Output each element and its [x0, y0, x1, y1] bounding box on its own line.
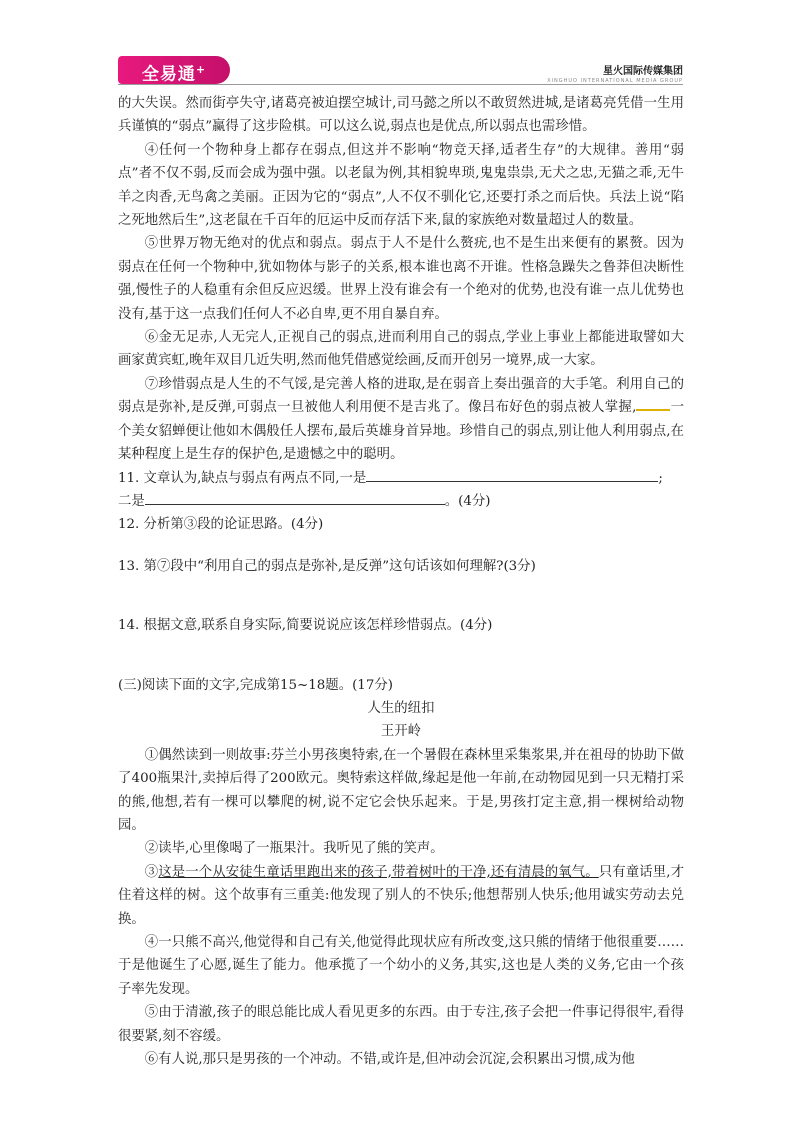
passage3-paragraph-3 [118, 861, 684, 931]
question-13: 13. 第⑦段中“利用自己的弱点是弥补,是反弹”这句话该如何理解?(3分) [118, 558, 536, 574]
publisher-name: 星火国际传媒集团 [603, 66, 683, 77]
question-11-cont [118, 490, 684, 513]
q11-answer-blank-1[interactable] [366, 467, 658, 482]
passage3-paragraph-5: ⑤由于清澈,孩子的眼总能比成人看见更多的东西。由于专注,孩子会把一件事记得很牢,看得很要紧,刻不容缓。 [118, 1005, 684, 1044]
passage2-continued: 的大失误。然而街亭失守,诸葛亮被迫摆空城计,司马懿之所以不敢贸然进城,是诸葛亮凭借一生用兵谨慎的“弱点”赢得了这步险棋。可以这么说,弱点也是优点,所以弱点也需珍惜。 [118, 96, 684, 135]
publisher-name-en: XINGHUO INTERNATIONAL MEDIA GROUP [547, 78, 683, 84]
question-12: 12. 分析第③段的论证思路。(4分) [118, 517, 324, 533]
q11-semicolon: ; [658, 470, 663, 486]
answer-space-12[interactable] [118, 537, 684, 555]
passage3-paragraph-4: ④一只熊不高兴,他觉得和自己有关,他觉得此现状应有所改变,这只熊的情绪于他很重要……于是他诞生了心愿,诞生了能力。他承揽了一个幼小的义务,其实,这也是人类的义务,它由一个孩子率先发现。 [118, 935, 684, 997]
passage2-paragraph-6: ⑥金无足赤,人无完人,正视自己的弱点,进而利用自己的弱点,学业上事业上都能进取譬如大画家黄宾虹,晚年双目几近失明,然而他凭借感觉绘画,反而开创另一境界,成一大家。 [118, 330, 684, 369]
document-body [118, 92, 684, 1071]
q11-text-a: 11. 文章认为,缺点与弱点有两点不同,一是 [118, 470, 367, 486]
question-14: 14. 根据文意,联系自身实际,简要说说应该怎样珍惜弱点。(4分) [118, 618, 493, 634]
passage2-paragraph-7 [118, 373, 684, 467]
answer-space-13[interactable] [118, 578, 684, 614]
question-11 [118, 467, 684, 490]
article-title: 人生的纽扣 [367, 700, 435, 716]
underlined-sentence: 这是一个从安徒生童话里跑出来的孩子,带着树叶的干净,还有清晨的氧气。 [158, 864, 599, 880]
publisher [547, 62, 683, 84]
logo-text: 全易通 [141, 64, 196, 85]
highlight-blank [636, 397, 670, 411]
passage2-paragraph-5: ⑤世界万物无绝对的优点和弱点。弱点于人不是什么赘疣,也不是生出来便有的累赘。因为弱点在任何一个物种中,犹如物体与影子的关系,根本谁也离不开谁。性格急躁失之鲁莽但决断性强,慢性子的人稳重有余但反应迟缓。世界上没有谁会有一个绝对的优势,也没有谁一点儿优势也没有,基于这一点我们任何人不必自卑,更不用自暴自弃。 [118, 236, 684, 322]
article-author: 王开岭 [380, 724, 422, 740]
p7-text-a: ⑦珍惜弱点是人生的不气馁,是完善人格的进取,是在弱音上奏出强音的大手笔。利用自己的弱点是弥补,是反弹,可弱点一旦被他人利用便不是吉兆了。像吕布好色的弱点被人掌握, [118, 376, 684, 416]
q11-score: 。(4分) [444, 493, 491, 509]
section3-intro: (三)阅读下面的文字,完成第15~18题。(17分) [118, 677, 393, 693]
answer-space-14[interactable] [118, 638, 684, 674]
p7-text-b: 一个美女貂蝉便让他如木偶般任人摆布,最后英雄身首异地。珍惜自己的弱点,别让他人利用弱点,在某种程度上是生存的保护色,是遗憾之中的聪明。 [118, 400, 684, 463]
p3-text: 只有童话里,才住着这样的树。这个故事有三重美:他发现了别人的不快乐;他想帮别人快乐;他用诚实劳动去兑换。 [118, 864, 684, 927]
page-header [118, 56, 683, 84]
passage3-paragraph-6: ⑥有人说,那只是男孩的一个冲动。不错,或许是,但冲动会沉淀,会积累出习惯,成为他 [144, 1052, 635, 1068]
brand-logo [118, 56, 230, 84]
logo-plus: + [195, 63, 207, 76]
q11-answer-blank-2[interactable] [145, 490, 445, 505]
header-divider [118, 84, 683, 85]
q11-text-b: 二是 [118, 493, 145, 509]
passage2-paragraph-4: ④任何一个物种身上都存在弱点,但这并不影响“物竞天择,适者生存”的大规律。善用“弱点”者不仅不弱,反而会成为强中强。以老鼠为例,其相貌卑琐,鬼鬼祟祟,无犬之忠,无猫之乖,无牛羊之肉香,无鸟禽之美丽。正因为它的“弱点”,人不仅不驯化它,还要打杀之而后快。兵法上说“陷之死地然后生”,这老鼠在千百年的厄运中反而存活下来,鼠的家族绝对数量超过人的数量。 [118, 142, 684, 229]
passage3-paragraph-2: ②读毕,心里像喝了一瓶果汁。我听见了熊的笑声。 [144, 841, 444, 857]
passage3-paragraph-1: ①偶然读到一则故事:芬兰小男孩奥特索,在一个暑假在森林里采集浆果,并在祖母的协助下做了400瓶果汁,卖掉后得了200欧元。奥特索这样做,缘起是他一年前,在动物园见到一只无精打采的熊,他想,若有一棵可以攀爬的树,说不定它会快乐起来。于是,男孩打定主意,捐一棵树给动物园。 [118, 747, 684, 833]
p3-number: ③ [144, 864, 159, 880]
